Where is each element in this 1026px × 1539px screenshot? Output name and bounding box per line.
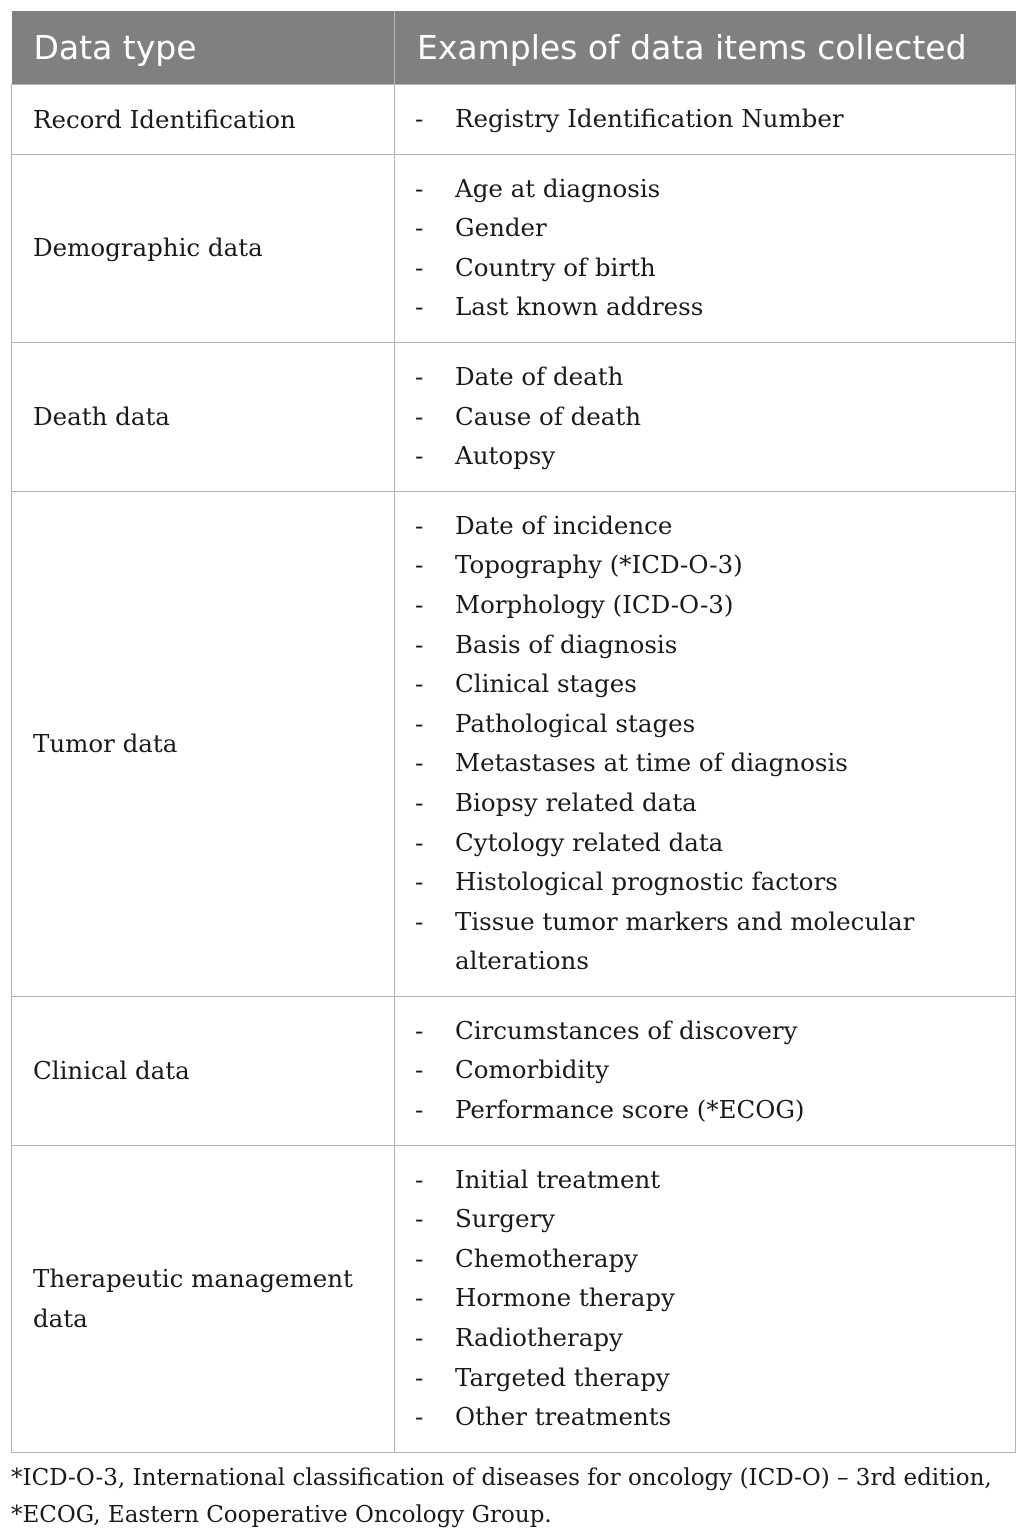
data-items-cell (395, 491, 1016, 996)
list-marker: - (415, 1095, 424, 1125)
header-examples: Examples of data items collected (395, 11, 1016, 85)
list-item (415, 1011, 995, 1051)
list-item (415, 357, 995, 397)
list-item-text: Country of birth (455, 252, 656, 282)
data-type-cell: Therapeutic management data (12, 1145, 395, 1452)
list-item (415, 704, 995, 744)
list-item (415, 625, 995, 665)
list-marker: - (415, 1204, 424, 1234)
list-item-text: Metastases at time of diagnosis (455, 748, 848, 778)
list-item (415, 823, 995, 863)
list-item (415, 1318, 995, 1358)
list-marker: - (415, 589, 424, 619)
list-marker: - (415, 1323, 424, 1353)
data-items-list (415, 99, 995, 139)
list-item-text: Registry Identification Number (455, 104, 844, 133)
list-item (415, 743, 995, 783)
list-item (415, 397, 995, 437)
list-item-text: Initial treatment (455, 1164, 661, 1194)
list-item (415, 248, 995, 288)
list-item (415, 902, 995, 981)
list-marker: - (415, 867, 424, 897)
list-item-text: Other treatments (455, 1402, 672, 1432)
list-item-text: Age at diagnosis (455, 173, 661, 203)
footnote-line-ecog: *ECOG, Eastern Cooperative Oncology Group. (11, 1502, 552, 1528)
data-items-list (415, 506, 995, 981)
list-marker: - (415, 550, 424, 580)
list-item (415, 545, 995, 585)
data-type-cell: Tumor data (12, 491, 395, 996)
list-item-text: Surgery (455, 1204, 556, 1234)
table-row (12, 342, 1016, 491)
data-items-list (415, 357, 995, 476)
list-item-text: Gender (455, 213, 547, 243)
list-marker: - (415, 669, 424, 699)
data-items-list (415, 1160, 995, 1437)
list-marker: - (415, 827, 424, 857)
table-row (12, 996, 1016, 1145)
list-item-text: Cause of death (455, 401, 642, 431)
list-marker: - (415, 361, 424, 391)
list-marker: - (415, 787, 424, 817)
table-footnote (11, 1460, 992, 1534)
header-row (12, 11, 1016, 85)
list-marker: - (415, 708, 424, 738)
table-row (12, 154, 1016, 342)
list-item (415, 783, 995, 823)
data-items-list (415, 169, 995, 327)
data-items-cell (395, 85, 1016, 155)
data-table-container (11, 11, 1015, 1453)
list-item-text: Clinical stages (455, 669, 637, 699)
data-type-cell: Clinical data (12, 996, 395, 1145)
list-item (415, 1397, 995, 1437)
list-item (415, 1358, 995, 1398)
data-items-cell (395, 996, 1016, 1145)
list-item (415, 287, 995, 327)
list-item-text: Histological prognostic factors (455, 867, 838, 897)
list-marker: - (415, 906, 424, 936)
list-item-text: Cytology related data (455, 827, 724, 857)
list-marker: - (415, 252, 424, 282)
data-items-list (415, 1011, 995, 1130)
list-item (415, 506, 995, 546)
list-item (415, 585, 995, 625)
list-item-text: Date of incidence (455, 510, 673, 540)
data-items-table (11, 11, 1016, 1453)
list-marker: - (415, 401, 424, 431)
list-item (415, 1239, 995, 1279)
list-item-text: Basis of diagnosis (455, 629, 678, 659)
list-marker: - (415, 1362, 424, 1392)
list-marker: - (415, 441, 424, 471)
list-item-text: Pathological stages (455, 708, 696, 738)
list-item (415, 1278, 995, 1318)
list-item (415, 169, 995, 209)
list-marker: - (415, 104, 424, 133)
list-item-text: Tissue tumor markers and molecular alterations (455, 906, 915, 976)
data-type-cell: Record Identification (12, 85, 395, 155)
data-type-cell: Death data (12, 342, 395, 491)
list-item-text: Topography (*ICD-O-3) (455, 550, 743, 580)
list-item-text: Performance score (*ECOG) (455, 1095, 805, 1125)
list-marker: - (415, 1243, 424, 1273)
list-item-text: Morphology (ICD-O-3) (455, 589, 734, 619)
list-item (415, 208, 995, 248)
list-marker: - (415, 213, 424, 243)
table-row (12, 491, 1016, 996)
data-items-cell (395, 154, 1016, 342)
list-item (415, 1199, 995, 1239)
list-item-text: Autopsy (455, 441, 556, 471)
list-item-text: Date of death (455, 361, 624, 391)
list-item-text: Chemotherapy (455, 1243, 638, 1273)
list-item-text: Hormone therapy (455, 1283, 675, 1313)
list-item-text: Last known address (455, 292, 704, 322)
list-item (415, 862, 995, 902)
table-row (12, 1145, 1016, 1452)
list-item (415, 436, 995, 476)
list-item (415, 99, 995, 139)
list-item-text: Comorbidity (455, 1055, 609, 1085)
list-marker: - (415, 748, 424, 778)
list-marker: - (415, 292, 424, 322)
list-item-text: Targeted therapy (455, 1362, 670, 1392)
table-header (12, 11, 1016, 85)
data-items-cell (395, 1145, 1016, 1452)
list-marker: - (415, 1015, 424, 1045)
list-marker: - (415, 173, 424, 203)
list-item (415, 1050, 995, 1090)
table-body (12, 85, 1016, 1453)
list-item (415, 664, 995, 704)
data-items-cell (395, 342, 1016, 491)
list-marker: - (415, 1055, 424, 1085)
list-marker: - (415, 510, 424, 540)
list-item (415, 1160, 995, 1200)
header-data-type: Data type (12, 11, 395, 85)
list-item-text: Circumstances of discovery (455, 1015, 798, 1045)
list-marker: - (415, 629, 424, 659)
data-type-cell: Demographic data (12, 154, 395, 342)
list-item-text: Radiotherapy (455, 1323, 623, 1353)
list-item (415, 1090, 995, 1130)
list-item-text: Biopsy related data (455, 787, 697, 817)
footnote-line-icd: *ICD-O-3, International classification of diseases for oncology (ICD-O) – 3rd edition, (11, 1465, 992, 1491)
list-marker: - (415, 1283, 424, 1313)
list-marker: - (415, 1164, 424, 1194)
list-marker: - (415, 1402, 424, 1432)
table-row (12, 85, 1016, 155)
